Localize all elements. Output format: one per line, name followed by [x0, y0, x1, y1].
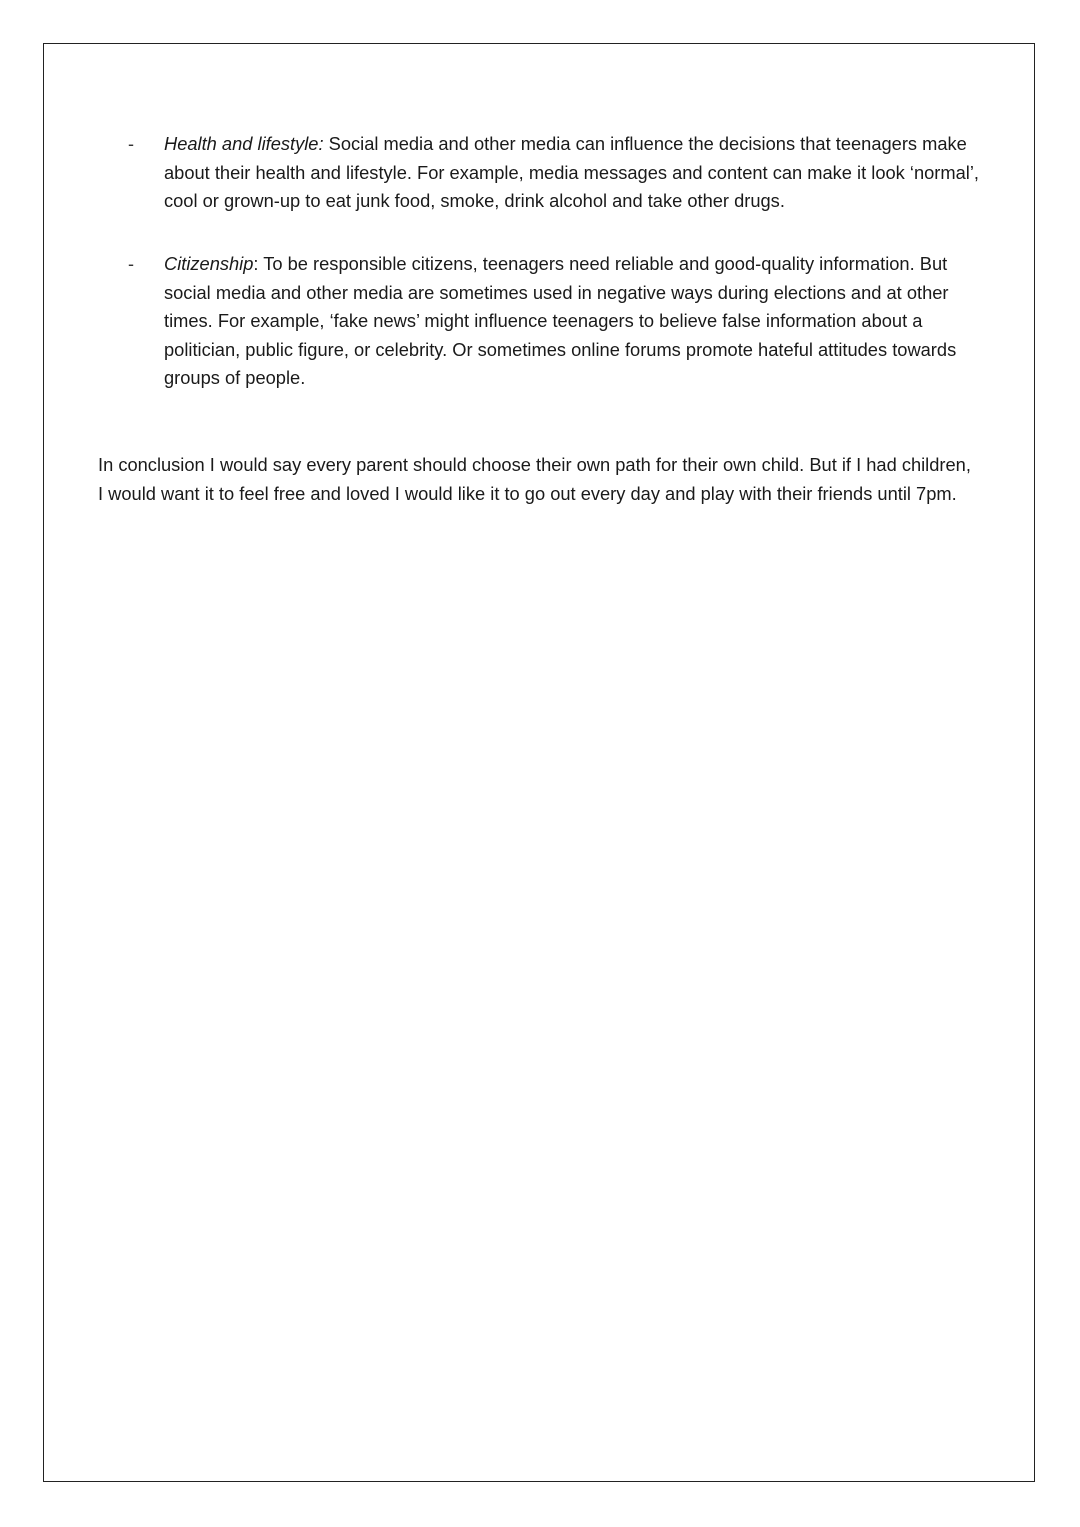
conclusion-paragraph: In conclusion I would say every parent should choose their own path for their own child. But if I had children, I would want it to feel free and loved I would like it to go out every day and play with their friends until 7pm.: [98, 454, 971, 504]
bullet-body: : To be responsible citizens, teenagers need reliable and good-quality information. But social media and other media are sometimes used in negative ways during elections and at other times. For example, ‘fake news’ might influence teenagers to believe false information about a politician, public figure, or celebrity. Or sometimes online forums promote hateful attitudes towards groups of people.: [164, 253, 957, 389]
bullet-paragraph: [164, 250, 984, 393]
page-frame: [43, 43, 1035, 1482]
bullet-term: Health and lifestyle:: [164, 133, 324, 154]
bullet-marker: -: [128, 134, 134, 154]
bullet-body: Social media and other media can influence the decisions that teenagers make about their health and lifestyle. For example, media messages and content can make it look ‘normal’, cool or grown-up to eat junk food, smoke, drink alcohol and take other drugs.: [164, 133, 979, 212]
bullet-term: Citizenship: [164, 253, 254, 274]
bullet-marker: -: [128, 254, 134, 274]
bullet-paragraph: [164, 130, 984, 216]
